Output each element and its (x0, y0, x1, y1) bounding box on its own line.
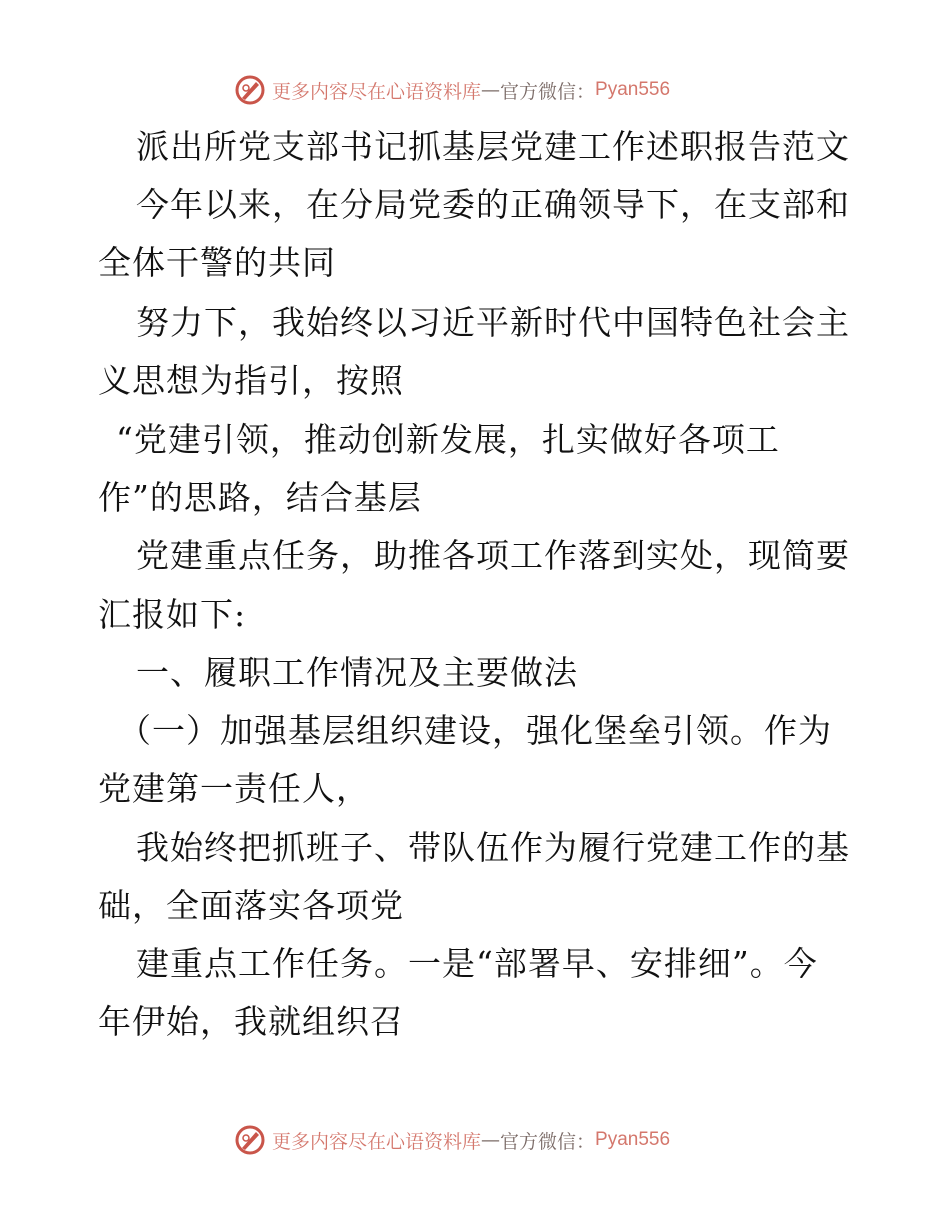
wechat-id: Pyan556 (595, 1129, 671, 1150)
banner-text: 更多内容尽在心语资料库 (272, 1130, 482, 1153)
paragraph-line: 作”的思路，结合基层 (98, 478, 422, 517)
paragraph-line: 党建第一责任人， (98, 769, 370, 808)
paragraph-line: 全体干警的共同 (98, 243, 336, 282)
paragraph-line: 年伊始，我就组织召 (98, 1002, 404, 1041)
paragraph-line: 努力下，我始终以习近平新时代中国特色社会主 (136, 303, 850, 342)
banner-text: 更多内容尽在心语资料库 (272, 80, 482, 103)
doc-title: 派出所党支部书记抓基层党建工作述职报告范文 (136, 127, 850, 166)
wechat-id: Pyan556 (595, 79, 671, 100)
paragraph-line: 汇报如下: (98, 595, 247, 634)
subsection-heading: （一）加强基层组织建设，强化堡垒引领。作为 (118, 711, 832, 750)
quill-logo-icon (234, 1124, 266, 1156)
paragraph-line: 础，全面落实各项党 (98, 886, 404, 925)
footer-banner (234, 1120, 714, 1160)
paragraph-line: 建重点工作任务。一是“部署早、安排细”。今 (136, 944, 818, 983)
paragraph-line: 义思想为指引，按照 (98, 361, 404, 400)
paragraph-line: 我始终把抓班子、带队伍作为履行党建工作的基 (136, 828, 850, 867)
quill-logo-icon (234, 74, 266, 106)
paragraph-line: 今年以来，在分局党委的正确领导下，在支部和 (136, 185, 850, 224)
paragraph-line: 党建重点任务，助推各项工作落到实处，现简要 (136, 536, 850, 575)
banner-dash: — (481, 79, 501, 101)
banner-label: 官方微信： (500, 1130, 596, 1153)
paragraph-line: “党建引领，推动创新发展，扎实做好各项工 (116, 420, 780, 459)
banner-label: 官方微信： (500, 80, 596, 103)
header-banner (234, 70, 714, 110)
banner-dash: — (481, 1129, 501, 1151)
section-heading: 一、履职工作情况及主要做法 (136, 653, 578, 692)
